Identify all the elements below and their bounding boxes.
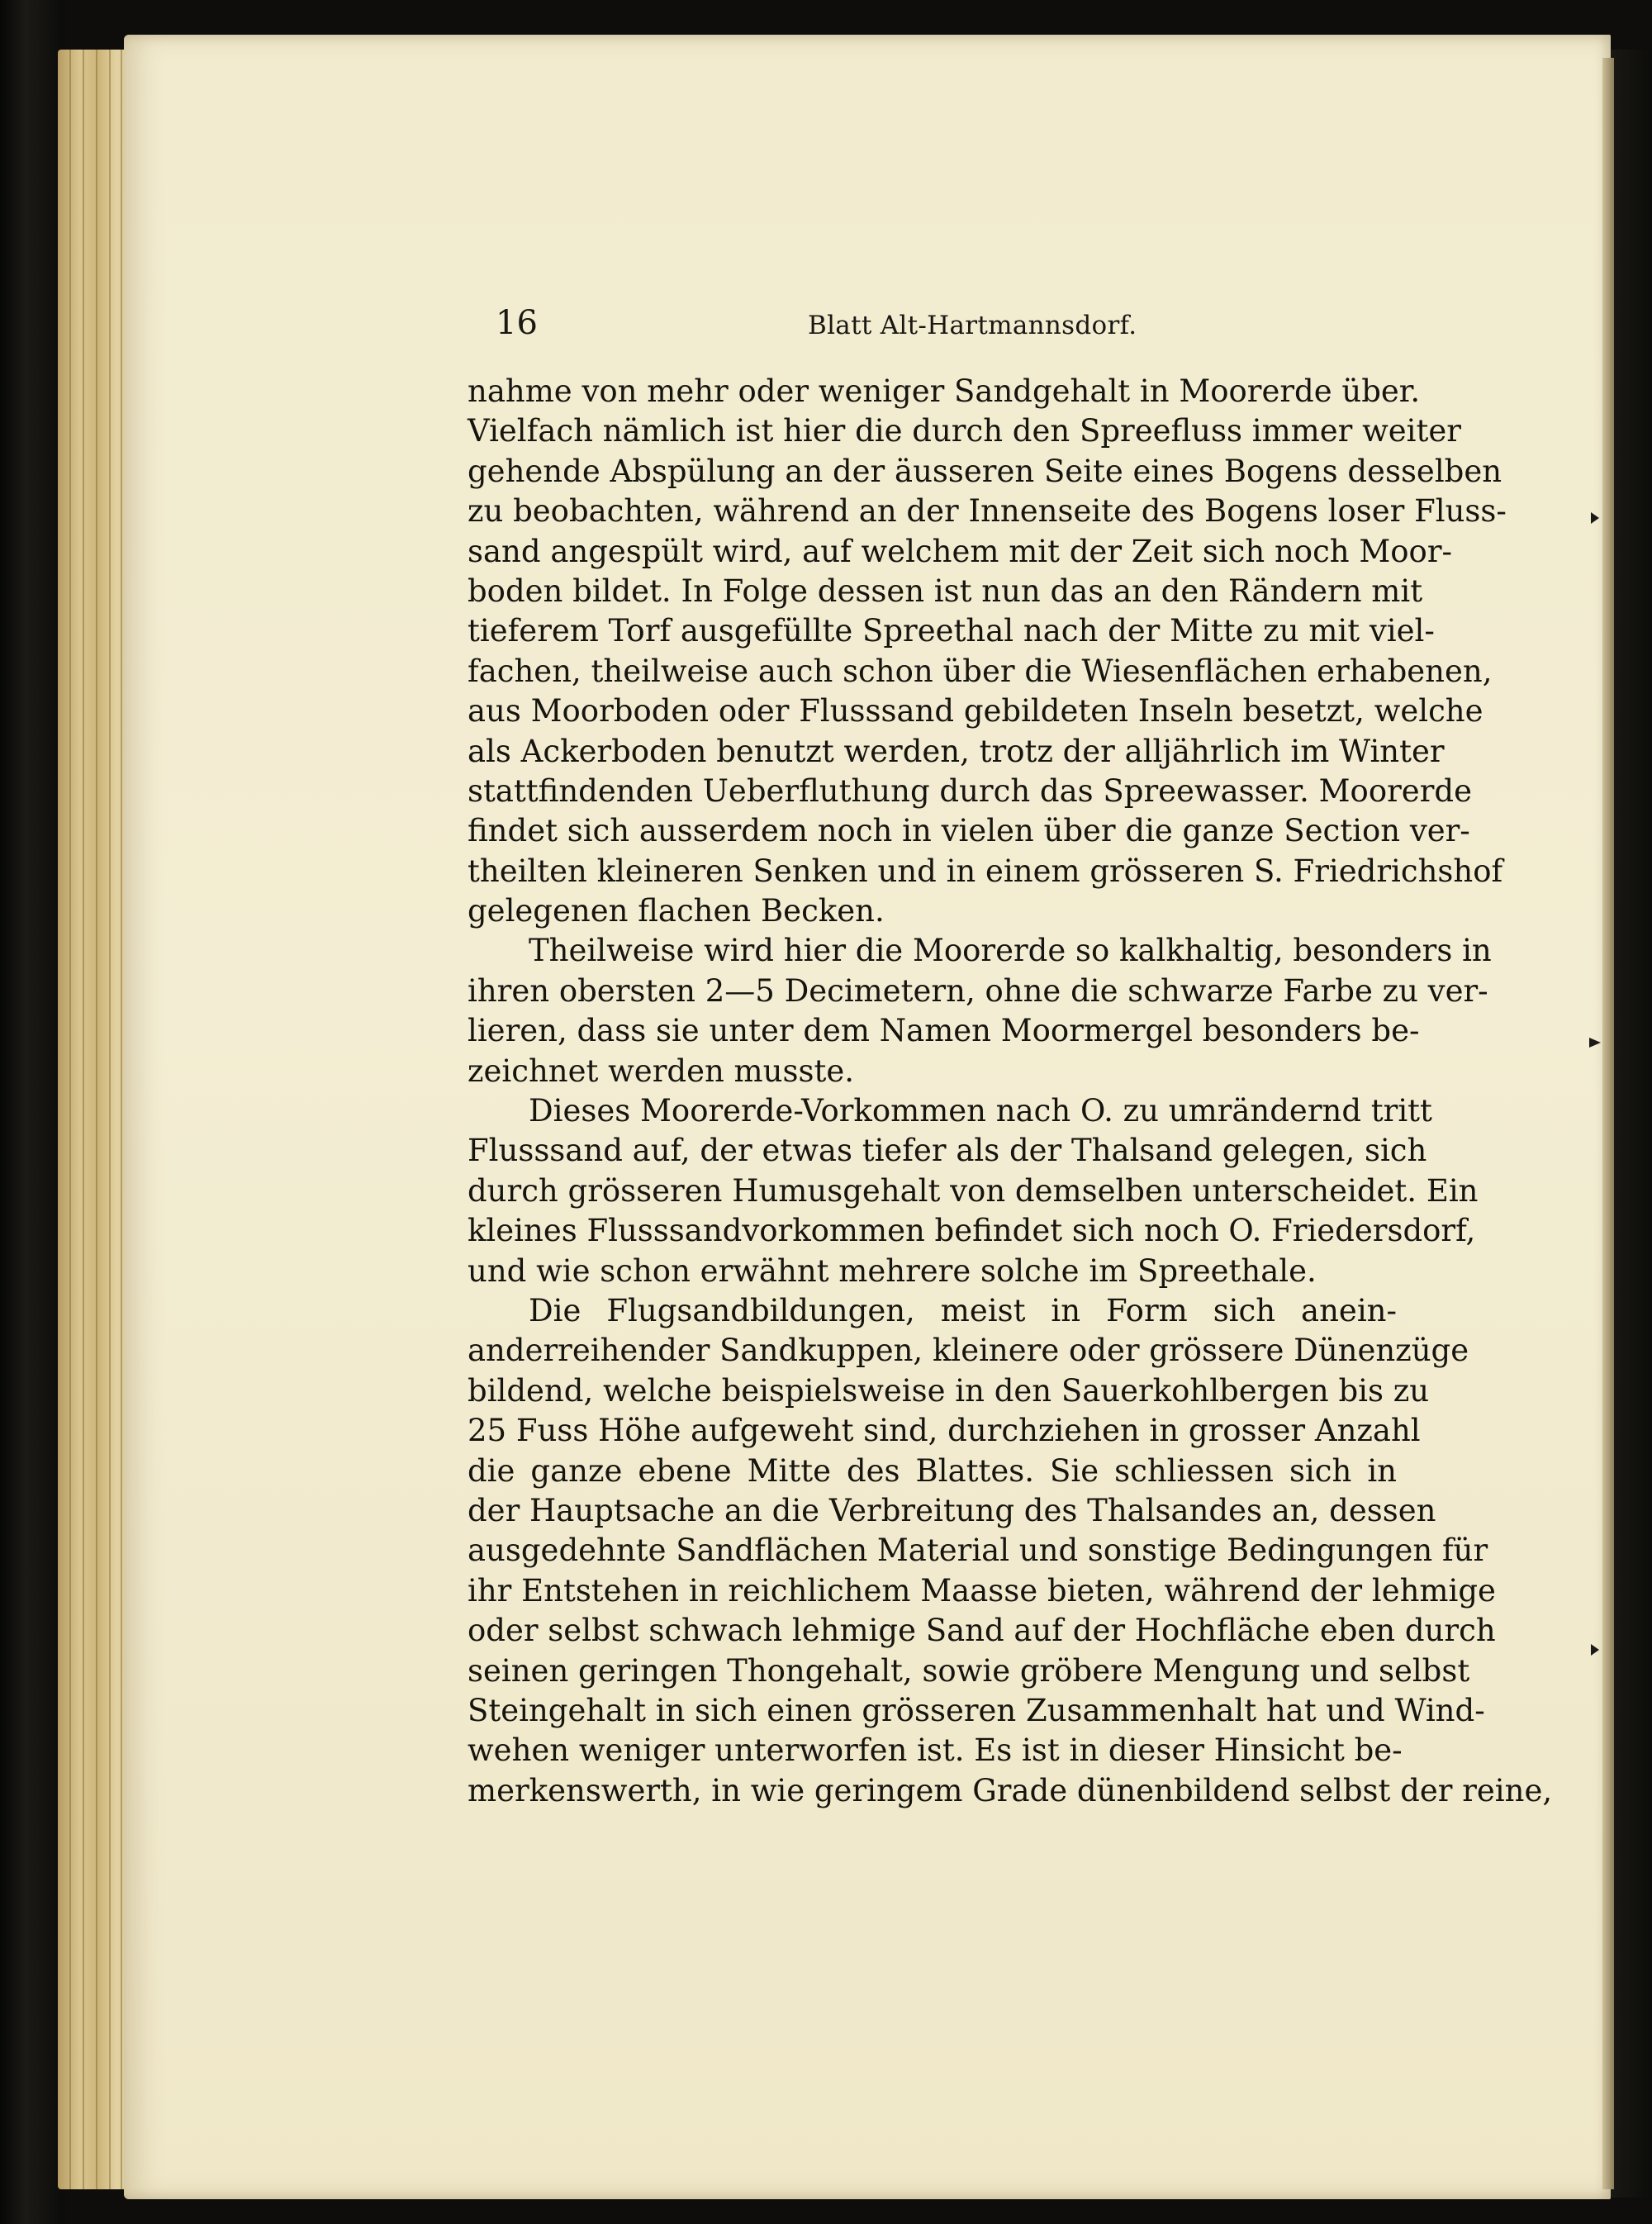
text-line: Die Flugsandbildungen, meist in Form sich anein-	[529, 1292, 1397, 1328]
text-line: und wie schon erwähnt mehrere solche im Spreethale.	[468, 1252, 1317, 1289]
text-line: als Ackerboden benutzt werden, trotz der alljährlich im Winter	[468, 733, 1445, 769]
text-line: ihren obersten 2—5 Decimetern, ohne die schwarze Farbe zu ver-	[468, 972, 1488, 1009]
running-title: Blatt Alt-Hartmannsdorf.	[808, 311, 1137, 340]
text-line: seinen geringen Thongehalt, sowie gröbere Mengung und selbst	[468, 1652, 1470, 1689]
right-page-edge	[1602, 58, 1614, 2189]
body-text	[468, 372, 1553, 1811]
text-line: zu beobachten, während an der Innenseite des Bogens loser Fluss-	[468, 493, 1507, 530]
text-line: sand angespült wird, auf welchem mit der Zeit sich noch Moor-	[468, 533, 1453, 569]
page-number: 16	[496, 304, 538, 342]
text-line: aus Moorboden oder Flusssand gebildeten Inseln besetzt, welche	[468, 693, 1483, 729]
text-line: anderreihender Sandkuppen, kleinere oder grössere Dünenzüge	[468, 1333, 1469, 1369]
text-line: kleines Flusssandvorkommen befindet sich noch O. Friedersdorf,	[468, 1213, 1476, 1249]
text-line: Dieses Moorerde-Vorkommen nach O. zu umrändernd tritt	[529, 1093, 1432, 1129]
text-line: oder selbst schwach lehmige Sand auf der Hochfläche eben durch	[468, 1613, 1496, 1649]
margin-tab-marker	[1591, 1644, 1599, 1656]
text-line: Vielfach nämlich ist hier die durch den Spreefluss immer weiter	[468, 413, 1461, 449]
text-line: bildend, welche beispielsweise in den Sauerkohlbergen bis zu	[468, 1372, 1430, 1409]
text-line: nahme von mehr oder weniger Sandgehalt in Moorerde über.	[468, 373, 1421, 409]
text-line: die ganze ebene Mitte des Blattes. Sie schliessen sich in	[468, 1452, 1397, 1489]
text-line: lieren, dass sie unter dem Namen Moormergel besonders be-	[468, 1013, 1420, 1049]
text-line: tieferem Torf ausgefüllte Spreethal nach der Mitte zu mit viel-	[468, 613, 1435, 649]
page-header	[496, 304, 1396, 354]
text-line: fachen, theilweise auch schon über die Wiesenflächen erhabenen,	[468, 653, 1493, 689]
text-line: Flusssand auf, der etwas tiefer als der Thalsand gelegen, sich	[468, 1133, 1427, 1169]
margin-tab-marker	[1589, 1038, 1601, 1048]
text-line: zeichnet werden musste.	[468, 1053, 854, 1089]
text-line: durch grösseren Humusgehalt von demselben unterscheidet. Ein	[468, 1172, 1479, 1209]
text-line: wehen weniger unterworfen ist. Es ist in dieser Hinsicht be-	[468, 1732, 1403, 1769]
margin-tab-marker	[1591, 512, 1599, 524]
text-line: ausgedehnte Sandflächen Material und sonstige Bedingungen für	[468, 1533, 1488, 1569]
text-line: findet sich ausserdem noch in vielen über die ganze Section ver-	[468, 813, 1470, 849]
text-line: Theilweise wird hier die Moorerde so kalkhaltig, besonders in	[529, 933, 1492, 969]
text-line: ihr Entstehen in reichlichem Maasse bieten, während der lehmige	[468, 1572, 1496, 1609]
text-line: theilten kleineren Senken und in einem grösseren S. Friedrichshof	[468, 853, 1503, 889]
text-line: boden bildet. In Folge dessen ist nun das an den Rändern mit	[468, 573, 1423, 609]
text-line: Steingehalt in sich einen grösseren Zusammenhalt hat und Wind-	[468, 1692, 1485, 1728]
page-edge-stack	[58, 50, 132, 2189]
text-line: gelegenen flachen Becken.	[468, 893, 885, 929]
book-binding	[0, 0, 64, 2224]
text-line: der Hauptsache an die Verbreitung des Thalsandes an, dessen	[468, 1492, 1436, 1528]
text-line: gehende Abspülung an der äusseren Seite eines Bogens desselben	[468, 453, 1502, 489]
text-line: stattfindenden Ueberfluthung durch das Spreewasser. Moorerde	[468, 772, 1472, 809]
right-binding	[1609, 50, 1652, 2198]
text-line: merkenswerth, in wie geringem Grade dünenbildend selbst der reine,	[468, 1772, 1553, 1808]
text-line: 25 Fuss Höhe aufgeweht sind, durchziehen in grosser Anzahl	[468, 1413, 1421, 1449]
